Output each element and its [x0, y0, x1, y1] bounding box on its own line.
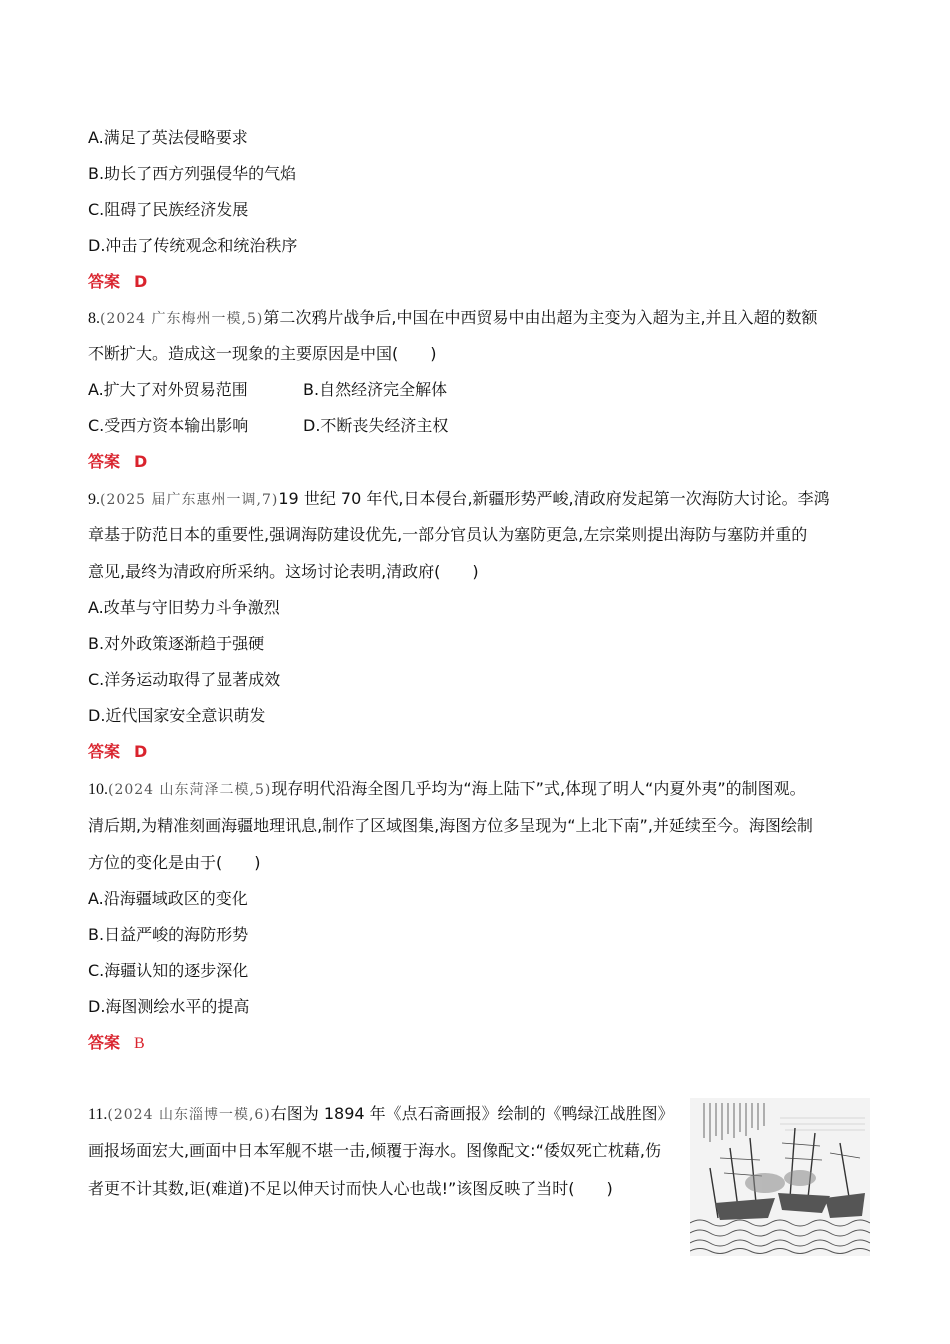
q7-option-a: A.满足了英法侵略要求 — [88, 128, 248, 147]
q10-stem — [88, 779, 806, 800]
q8-option-d: D.不断丧失经济主权 — [303, 416, 449, 435]
question-stem: 现存明代沿海全图几乎均为“海上陆下”式,体现了明人“内夏外夷”的制图观。 — [271, 779, 806, 798]
q7-option-b: B.助长了西方列强侵华的气焰 — [88, 164, 297, 183]
question-source: (2024 广东梅州一模,5) — [100, 311, 264, 327]
q10-option-c: C.海疆认知的逐步深化 — [88, 961, 249, 980]
q9-stem-line3: 意见,最终为清政府所采纳。这场讨论表明,清政府( ) — [88, 562, 479, 581]
q7-answer — [88, 272, 147, 292]
q11-stem-line2: 画报场面宏大,画面中日本军舰不堪一击,倾覆于海水。图像配文:“倭奴死亡枕藉,伤 — [88, 1141, 661, 1160]
q11-stem-line3: 者更不计其数,讵(难道)不足以伸天讨而快人心也哉!”该图反映了当时( ) — [88, 1179, 613, 1198]
q7-option-c: C.阻碍了民族经济发展 — [88, 200, 249, 219]
question-number: 10. — [88, 781, 108, 798]
q11-stem — [88, 1104, 674, 1125]
q8-option-c: C.受西方资本输出影响 — [88, 416, 249, 435]
q10-answer — [88, 1033, 145, 1054]
q8-stem — [88, 308, 818, 329]
question-source: (2024 山东菏泽二模,5) — [108, 782, 272, 798]
answer-label: 答案 — [88, 272, 121, 291]
q8-option-a: A.扩大了对外贸易范围 — [88, 380, 248, 399]
q9-option-c: C.洋务运动取得了显著成效 — [88, 670, 281, 689]
question-number: 11. — [88, 1106, 108, 1123]
answer-value: D — [134, 742, 148, 761]
q7-option-d: D.冲击了传统观念和统治秩序 — [88, 236, 298, 255]
q8-stem-line2: 不断扩大。造成这一现象的主要原因是中国( ) — [88, 344, 437, 363]
question-stem: 第二次鸦片战争后,中国在中西贸易中由出超为主变为入超为主,并且入超的数额 — [263, 308, 818, 327]
answer-value: B — [134, 1035, 145, 1052]
q8-option-b: B.自然经济完全解体 — [303, 380, 448, 399]
q9-option-b: B.对外政策逐渐趋于强硬 — [88, 634, 265, 653]
q10-option-a: A.沿海疆域政区的变化 — [88, 889, 248, 908]
q8-options-row2 — [88, 416, 449, 436]
answer-value: D — [134, 272, 148, 291]
question-number: 8. — [88, 310, 100, 327]
q8-answer — [88, 452, 147, 472]
q10-stem-line2: 清后期,为精准刻画海疆地理讯息,制作了区域图集,海图方位多呈现为“上北下南”,并延续至今。海图绘制 — [88, 816, 813, 835]
answer-label: 答案 — [88, 1033, 121, 1052]
answer-label: 答案 — [88, 742, 121, 761]
question-source: (2024 山东淄博一模,6) — [107, 1107, 271, 1123]
q8-options-row1 — [88, 380, 448, 400]
battle-engraving-figure — [690, 1098, 870, 1256]
answer-value: D — [134, 452, 148, 471]
question-source: (2025 届广东惠州一调,7) — [100, 492, 279, 508]
q10-option-d: D.海图测绘水平的提高 — [88, 997, 250, 1016]
q9-stem-line2: 章基于防范日本的重要性,强调海防建设优先,一部分官员认为塞防更急,左宗棠则提出海防与塞防并重的 — [88, 525, 808, 544]
answer-label: 答案 — [88, 452, 121, 471]
q9-option-a: A.改革与守旧势力斗争激烈 — [88, 598, 280, 617]
q10-stem-line3: 方位的变化是由于( ) — [88, 853, 261, 872]
q9-stem — [88, 489, 830, 510]
question-number: 9. — [88, 491, 100, 508]
q10-option-b: B.日益严峻的海防形势 — [88, 925, 249, 944]
q9-answer — [88, 742, 147, 762]
question-stem: 右图为 1894 年《点石斋画报》绘制的《鸭绿江战胜图》 — [270, 1104, 674, 1123]
q9-option-d: D.近代国家安全意识萌发 — [88, 706, 266, 725]
question-stem: 19 世纪 70 年代,日本侵台,新疆形势严峻,清政府发起第一次海防大讨论。李鸿 — [278, 489, 830, 508]
